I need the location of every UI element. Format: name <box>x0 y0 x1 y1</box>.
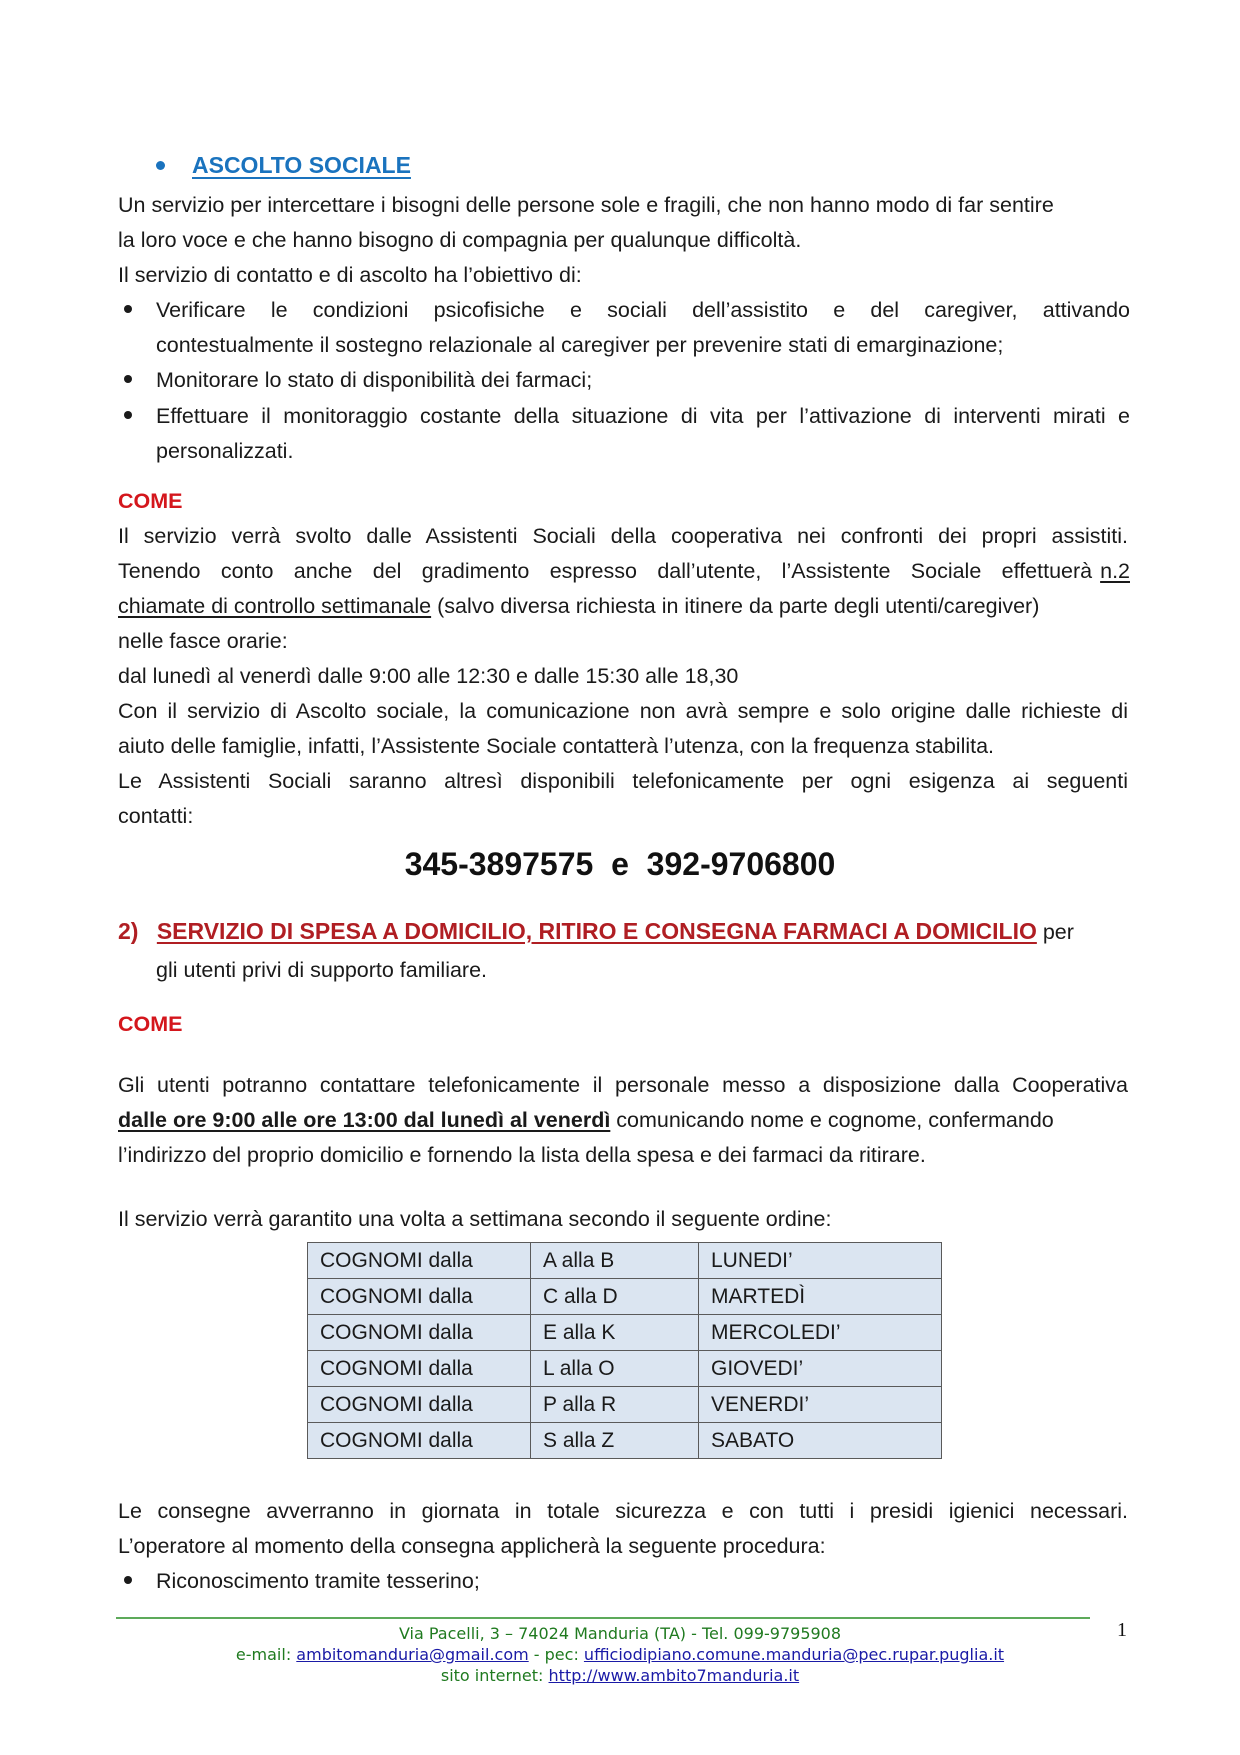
delivery-line-1: Le consegne avverranno in giornata in totale sicurezza e con tutti i presidi igienici necessari. <box>118 1499 1128 1523</box>
table-cell: COGNOMI dalla <box>308 1351 531 1387</box>
contact-line-2 <box>118 1106 1130 1134</box>
section-2-heading <box>118 917 1074 946</box>
bullet-icon <box>124 411 132 419</box>
table-row <box>308 1423 942 1459</box>
section-number: 2) <box>118 918 139 944</box>
table-row <box>308 1387 942 1423</box>
table-cell: MERCOLEDI’ <box>699 1315 942 1351</box>
section-2-subtitle: gli utenti privi di supporto familiare. <box>156 958 488 982</box>
footer-website <box>0 1665 1240 1686</box>
section-2-title-tail: per <box>1036 920 1074 944</box>
come-label-1: COME <box>118 489 183 513</box>
page-number: 1 <box>1117 1619 1127 1641</box>
procedure-step-1: Riconoscimento tramite tesserino; <box>156 1569 480 1593</box>
table-cell: SABATO <box>699 1423 942 1459</box>
calls-count: n.2 <box>1100 559 1130 583</box>
contact-line-1: Gli utenti potranno contattare telefonicamente il personale messo a disposizione dalla Cooperativa <box>118 1073 1128 1097</box>
table-cell: S alla Z <box>531 1423 699 1459</box>
footer-contacts <box>0 1644 1240 1665</box>
email-link[interactable]: ambitomanduria@gmail.com <box>296 1645 529 1664</box>
footer <box>0 1623 1240 1686</box>
table-cell: GIOVEDI’ <box>699 1351 942 1387</box>
objective-2: Monitorare lo stato di disponibilità dei farmaci; <box>156 368 593 392</box>
come-line-3-text: (salvo diversa richiesta in itinere da parte degli utenti/caregiver) <box>431 594 1040 618</box>
table-row <box>308 1279 942 1315</box>
table-row <box>308 1351 942 1387</box>
pec-link[interactable]: ufficiodipiano.comune.manduria@pec.rupar.puglia.it <box>583 1645 1005 1664</box>
come-line-2 <box>118 557 1130 585</box>
surname-schedule-table <box>307 1242 942 1459</box>
intro-line-2: la loro voce e che hanno bisogno di compagnia per qualunque difficoltà. <box>118 228 802 252</box>
contact-hours: dalle ore 9:00 alle ore 13:00 dal lunedì al venerdì <box>118 1108 611 1132</box>
table-cell: C alla D <box>531 1279 699 1315</box>
table-cell: COGNOMI dalla <box>308 1279 531 1315</box>
table-cell: COGNOMI dalla <box>308 1243 531 1279</box>
table-cell: COGNOMI dalla <box>308 1315 531 1351</box>
calls-frequency: chiamate di controllo settimanale <box>118 594 432 618</box>
footer-address: Via Pacelli, 3 – 74024 Manduria (TA) - Tel. 099-9795908 <box>398 1624 842 1643</box>
come-line-3 <box>118 592 1130 620</box>
pec-label: - pec: <box>528 1645 584 1664</box>
table-cell: COGNOMI dalla <box>308 1423 531 1459</box>
table-row <box>308 1243 942 1279</box>
come-line-9: contatti: <box>118 804 194 828</box>
come-label-2: COME <box>118 1012 183 1036</box>
website-link[interactable]: http://www.ambito7manduria.it <box>548 1666 800 1685</box>
section-2-title: SERVIZIO DI SPESA A DOMICILIO, RITIRO E CONSEGNA FARMACI A DOMICILIO <box>156 918 1037 944</box>
phone-numbers: 345-3897575 e 392-9706800 <box>404 846 836 882</box>
objective-1-line-1: Verificare le condizioni psicofisiche e sociali dell’assistito e del caregiver, attivando <box>156 298 1130 322</box>
bullet-icon <box>124 1576 132 1584</box>
schedule-hours: dal lunedì al venerdì dalle 9:00 alle 12:30 e dalle 15:30 alle 18,30 <box>118 664 739 688</box>
objective-3-line-1: Effettuare il monitoraggio costante della situazione di vita per l’attivazione di interventi mirati e <box>156 404 1130 428</box>
table-row <box>308 1315 942 1351</box>
objective-1-line-2: contestualmente il sostegno relazionale al caregiver per prevenire stati di emarginazione; <box>156 333 1004 357</box>
delivery-line-2: L’operatore al momento della consegna applicherà la seguente procedura: <box>118 1534 826 1558</box>
table-cell: VENERDI’ <box>699 1387 942 1423</box>
come-line-4: nelle fasce orarie: <box>118 629 288 653</box>
schedule-intro: Il servizio verrà garantito una volta a settimana secondo il seguente ordine: <box>118 1207 832 1231</box>
bullet-icon <box>124 305 132 313</box>
come-line-8: Le Assistenti Sociali saranno altresì disponibili telefonicamente per ogni esigenza ai seguenti <box>118 769 1128 793</box>
footer-divider <box>116 1617 1090 1619</box>
table-cell: COGNOMI dalla <box>308 1387 531 1423</box>
table-cell: P alla R <box>531 1387 699 1423</box>
come-line-2-text: Tenendo conto anche del gradimento espresso dall’utente, l’Assistente Sociale effettuerà <box>118 559 1093 583</box>
contact-line-2-text: comunicando nome e cognome, confermando <box>610 1108 1054 1132</box>
contact-line-3: l’indirizzo del proprio domicilio e fornendo la lista della spesa e dei farmaci da ritirare. <box>118 1143 926 1167</box>
come-line-7: aiuto delle famiglie, infatti, l’Assistente Sociale contatterà l’utenza, con la frequenza stabilita. <box>118 734 995 758</box>
table-cell: LUNEDI’ <box>699 1243 942 1279</box>
intro-line-1: Un servizio per intercettare i bisogni delle persone sole e fragili, che non hanno modo di far sentire <box>118 193 1054 217</box>
come-line-6: Con il servizio di Ascolto sociale, la comunicazione non avrà sempre e solo origine dalle richieste di <box>118 699 1128 723</box>
objective-3-line-2: personalizzati. <box>156 439 294 463</box>
come-line-1: Il servizio verrà svolto dalle Assistenti Sociali della cooperativa nei confronti dei propri assistiti. <box>118 524 1128 548</box>
section-heading-ascolto-sociale: ASCOLTO SOCIALE <box>192 152 411 178</box>
bullet-icon <box>156 161 165 170</box>
table-cell: A alla B <box>531 1243 699 1279</box>
table-cell: E alla K <box>531 1315 699 1351</box>
email-label: e-mail: <box>235 1645 297 1664</box>
table-cell: L alla O <box>531 1351 699 1387</box>
objective-intro: Il servizio di contatto e di ascolto ha l’obiettivo di: <box>118 263 582 287</box>
bullet-icon <box>124 375 132 383</box>
table-cell: MARTEDÌ <box>699 1279 942 1315</box>
site-label: sito internet: <box>440 1666 549 1685</box>
